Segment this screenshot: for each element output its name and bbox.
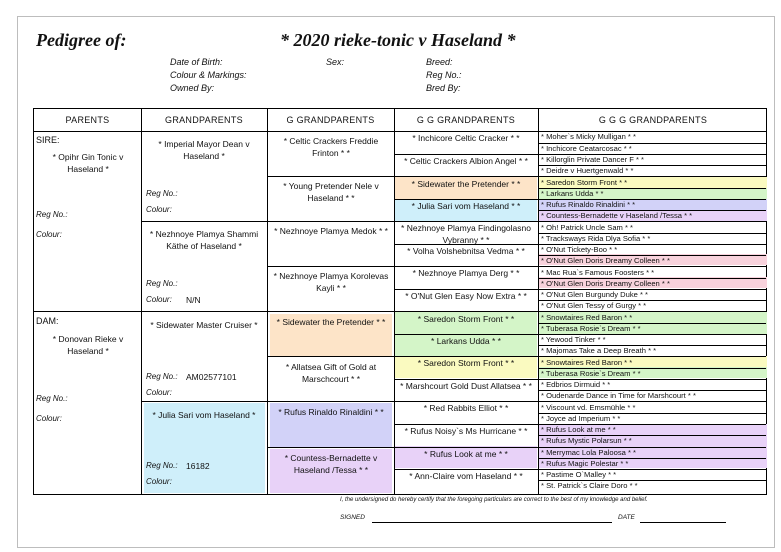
gg-grandparent-name: * Celtic Crackers Albion Angel * *	[404, 156, 528, 166]
gg-grandparent-name: * Larkans Udda * *	[431, 336, 501, 346]
ggg-grandparent-name: * Viscount vd. Emsmühle * *	[541, 403, 636, 412]
gg-grandparent-name: * Volha Volshebnitsa Vedma * *	[407, 246, 525, 256]
ggg-grandparent-name: * Joyce ad Imperium * *	[541, 414, 621, 423]
gg-grandparent-name: * O'Nut Glen Easy Now Extra * *	[405, 291, 527, 301]
ggg-grandparent-name: * O'Nut Glen Doris Dreamy Colleen * *	[541, 279, 670, 288]
divider	[394, 109, 395, 494]
ggg-grandparent-name: * Rufus Magic Polestar * *	[541, 459, 629, 468]
col-header-gg-grandparents: G G GRANDPARENTS	[416, 115, 516, 125]
ggg-grandparent-name: * Tracksways Rida Dlya Sofia * *	[541, 234, 651, 243]
ggg-grandparent-name: * Killorglin Private Dancer F * *	[541, 155, 644, 164]
dam-label: DAM:	[36, 316, 59, 326]
grandparent-reg-label: Reg No.:	[146, 372, 178, 381]
grandparent-reg-value: 16182	[186, 461, 210, 471]
gg-grandparent-name: * Rufus Noisy`s Ms Hurricane * *	[404, 426, 528, 436]
gg-grandparent-name: * Ann-Claire vom Haseland * *	[409, 471, 523, 481]
grandparent-name: * Julia Sari vom Haseland *	[152, 410, 256, 420]
ggg-grandparent-name: * Countess-Bernadette v Haseland /Tessa * *	[541, 211, 693, 220]
ggg-grandparent-name: * Rufus Look at me * *	[541, 425, 616, 434]
g-grandparent-name: * Young Pretender Nele v Haseland * *	[283, 181, 379, 203]
ggg-grandparent-name: * O'Nut Tickety-Boo * *	[541, 245, 618, 254]
sex-label: Sex:	[326, 57, 345, 67]
gg-grandparent-name: * Saredon Storm Front * *	[417, 358, 515, 368]
grandparent-colour-label: Colour:	[146, 205, 172, 214]
ggg-grandparent-name: * Rufus Mystic Polarsun * *	[541, 436, 632, 445]
bred-by-label: Bred By:	[426, 83, 461, 93]
ggg-grandparent-name: * Moher`s Micky Mulligan * *	[541, 132, 636, 141]
signature-line	[372, 522, 612, 523]
gg-grandparent-name: * Inchicore Celtic Cracker * *	[412, 133, 520, 143]
gg-grandparent-name: * Saredon Storm Front * *	[417, 314, 515, 324]
ggg-grandparent-name: * Mac Rua`s Famous Foosters * *	[541, 268, 655, 277]
gg-grandparent-name: * Rufus Look at me * *	[424, 449, 508, 459]
signed-label: SIGNED	[340, 514, 365, 521]
gg-grandparent-name: * Julia Sari vom Haseland * *	[411, 201, 521, 211]
ggg-grandparent-name: * Oh! Patrick Uncle Sam * *	[541, 223, 634, 232]
dam-reg-label: Reg No.:	[36, 394, 68, 403]
ggg-grandparent-name: * O'Nut Glen Tessy of Gurgy * *	[541, 301, 647, 310]
divider	[141, 109, 142, 494]
grandparent-reg-label: Reg No.:	[146, 279, 178, 288]
g-grandparent-name: * Nezhnoye Plamya Korolevas Kayli * *	[273, 271, 389, 293]
dog-name-title: * 2020 rieke-tonic v Haseland *	[280, 30, 516, 50]
grandparent-colour-label: Colour:	[146, 295, 172, 304]
col-header-grandparents: GRANDPARENTS	[165, 115, 243, 125]
ggg-grandparent-name: * Tuberasa Rosie`s Dream * *	[541, 324, 641, 333]
sire-name: * Opihr Gin Tonic v Haseland *	[52, 152, 124, 174]
grandparent-name: * Nezhnoye Plamya Shammi Käthe of Haseland *	[149, 229, 259, 251]
ggg-grandparent-name: * Edbrios Dirmuid * *	[541, 380, 611, 389]
grandparent-colour-label: Colour:	[146, 477, 172, 486]
g-grandparent-name: * Nezhnoye Plamya Medok * *	[274, 226, 388, 236]
grandparent-colour-label: Colour:	[146, 388, 172, 397]
ggg-grandparent-name: * Deidre v Huertgenwald * *	[541, 166, 634, 175]
ggg-grandparent-name: * Oudenarde Dance in Time for Marshcourt * *	[541, 391, 696, 400]
date-line	[640, 522, 726, 523]
ggg-grandparent-name: * Merrymac Lola Paloosa * *	[541, 448, 636, 457]
gg-grandparent-name: * Marshcourt Gold Dust Allatsea * *	[400, 381, 532, 391]
g-grandparent-name: * Countess-Bernadette v Haseland /Tessa * *	[284, 453, 378, 475]
dam-colour-label: Colour:	[36, 414, 62, 423]
col-header-ggg-grandparents: G G G GRANDPARENTS	[598, 115, 708, 125]
ggg-grandparent-name: * Tuberasa Rosie`s Dream * *	[541, 369, 641, 378]
ggg-grandparent-name: * Snowtaires Red Baron * *	[541, 358, 633, 367]
g-grandparent-name: * Allatsea Gift of Gold at Marschcourt * *	[285, 362, 377, 384]
breed-label: Breed:	[426, 57, 453, 67]
owned-by-label: Owned By:	[170, 83, 215, 93]
ggg-grandparent-name: * St. Patrick`s Claire Doro * *	[541, 481, 638, 490]
date-label: DATE	[618, 514, 635, 521]
gg-grandparent-name: * Sidewater the Pretender * *	[411, 179, 521, 189]
grandparent-name: * Imperial Mayor Dean v Haseland *	[158, 139, 250, 161]
col-header-g-grandparents: G GRANDPARENTS	[286, 115, 375, 125]
ggg-grandparent-name: * Snowtaires Red Baron * *	[541, 313, 633, 322]
gg-grandparent-name: * Nezhnoye Plamya Findingolasno Vybranny * *	[401, 223, 531, 244]
ggg-grandparent-name: * Pastime O`Malley * *	[541, 470, 617, 479]
ggg-grandparent-name: * O'Nut Glen Doris Dreamy Colleen * *	[541, 256, 670, 265]
colour-markings-label: Colour & Markings:	[170, 70, 247, 80]
pedigree-label: Pedigree of:	[36, 30, 127, 50]
grandparent-colour-value: N/N	[186, 295, 201, 305]
pedigree-table	[33, 108, 767, 495]
gg-grandparent-name: * Red Rabbits Elliot * *	[423, 403, 509, 413]
grandparent-name: * Sidewater Master Cruiser *	[150, 320, 258, 330]
ggg-grandparent-name: * O'Nut Glen Burgundy Duke * *	[541, 290, 648, 299]
sire-label: SIRE:	[36, 135, 60, 145]
divider	[267, 109, 268, 494]
g-grandparent-name: * Rufus Rinaldo Rinaldini * *	[278, 407, 384, 417]
ggg-grandparent-name: * Majomas Take a Deep Breath * *	[541, 346, 657, 355]
ggg-grandparent-name: * Rufus Rinaldo Rinaldini * *	[541, 200, 636, 209]
sire-reg-label: Reg No.:	[36, 210, 68, 219]
dam-name: * Donovan Rieke v Haseland *	[52, 334, 124, 356]
gg-grandparent-name: * Nezhnoye Plamya Derg * *	[412, 268, 520, 278]
ggg-grandparent-name: * Yewood Tinker * *	[541, 335, 606, 344]
dob-label: Date of Birth:	[170, 57, 223, 67]
reg-no-label: Reg No.:	[426, 70, 462, 80]
certify-statement: I, the undersigned do hereby certify that the foregoing particulars are correct to the best of my knowledge and belief.	[340, 497, 648, 503]
ggg-grandparent-name: * Saredon Storm Front * *	[541, 178, 628, 187]
grandparent-reg-label: Reg No.:	[146, 461, 178, 470]
g-grandparent-name: * Celtic Crackers Freddie Frinton * *	[283, 136, 379, 158]
ggg-grandparent-name: * Larkans Udda * *	[541, 189, 604, 198]
grandparent-reg-label: Reg No.:	[146, 189, 178, 198]
sire-colour-label: Colour:	[36, 230, 62, 239]
grandparent-reg-value: AM02577101	[186, 372, 237, 382]
ggg-grandparent-name: * Inchicore Ceatarcosac * *	[541, 144, 632, 153]
g-grandparent-name: * Sidewater the Pretender * *	[276, 317, 386, 327]
col-header-parents: PARENTS	[65, 115, 110, 125]
